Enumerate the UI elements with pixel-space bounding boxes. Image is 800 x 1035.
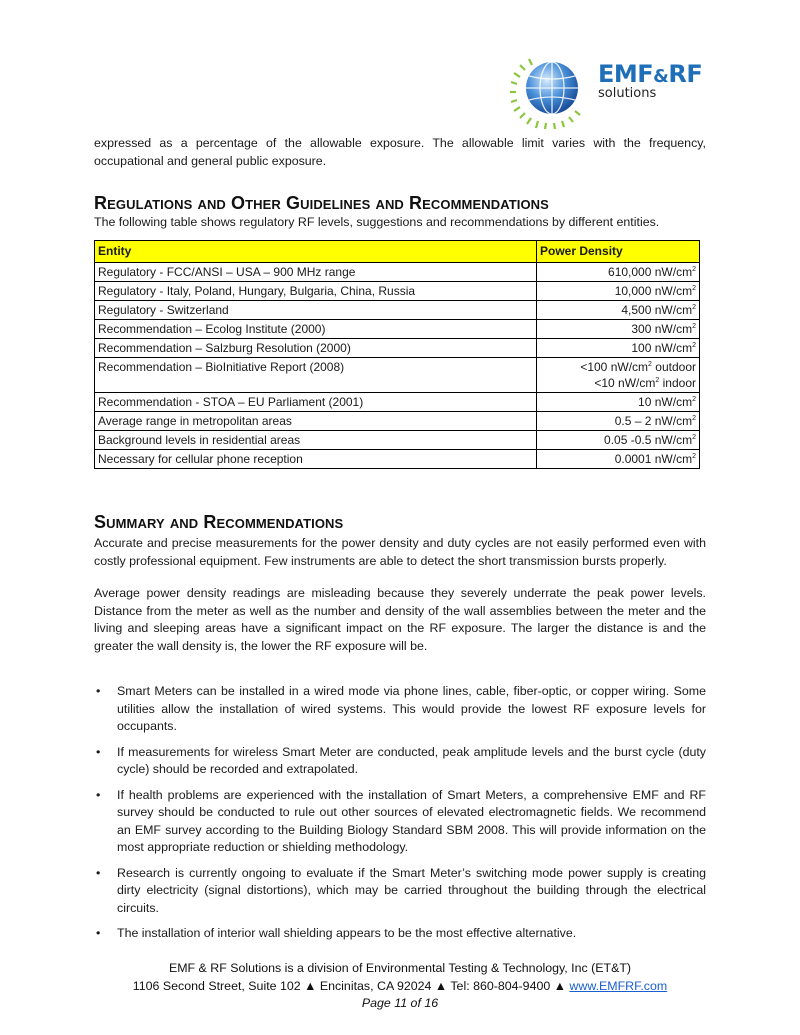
summary-body: [94, 535, 706, 655]
value-text: 100: [631, 341, 652, 355]
footer-city: Encinitas, CA 92024: [319, 978, 432, 993]
entity-cell: Regulatory - Switzerland: [95, 301, 537, 320]
table-row: [95, 263, 700, 282]
list-item-text: Smart Meters can be installed in a wired mode via phone lines, cable, fiber-optic, or copper wiring. Some utilities allow the installation of wired systems. This would provide the lowest RF exposure levels for occupants.: [117, 684, 706, 733]
superscript: 2: [692, 342, 696, 349]
entity-cell: Necessary for cellular phone reception: [95, 450, 537, 469]
value-text: outdoor: [651, 360, 696, 374]
power-density-cell: [537, 393, 700, 412]
table-row: [95, 320, 700, 339]
entity-cell: Background levels in residential areas: [95, 431, 537, 450]
triangle-icon: ▲: [553, 978, 566, 993]
logo-subtitle: solutions: [598, 86, 657, 101]
column-header-power-density: Power Density: [537, 241, 700, 263]
value-text: <100: [580, 360, 608, 374]
summary-paragraph: Average power density readings are misleading because they severely underrate the peak power levels. Distance from the meter as well as the number and density of the wall assemblies between the meter and the living and sleeping areas have a significant impact on the RF exposure. The larger the distance is and the greater the wall density is, the lower the RF exposure will be.: [94, 586, 706, 653]
bullet-icon: •: [96, 744, 101, 759]
value-text: 0.0001: [614, 452, 652, 466]
power-density-cell: [537, 320, 700, 339]
logo-brand: EMF&RF: [598, 60, 703, 88]
value-text: nW/cm: [654, 433, 693, 447]
superscript: 2: [692, 285, 696, 292]
triangle-icon: ▲: [434, 978, 448, 993]
list-item: [94, 744, 706, 779]
list-item: [94, 925, 706, 943]
bullet-icon: •: [96, 787, 101, 802]
superscript: 2: [692, 323, 696, 330]
footer-address: 1106 Second Street, Suite 102: [132, 978, 301, 993]
intro-text: expressed as a percentage of the allowable exposure. The allowable limit varies with the frequency, occupational and general public exposure.: [94, 136, 706, 168]
column-header-entity: Entity: [95, 241, 537, 263]
footer-phone: Tel: 860-804-9400: [450, 978, 551, 993]
value-text: indoor: [659, 376, 696, 390]
table-row: [95, 282, 700, 301]
bullet-icon: •: [96, 926, 101, 940]
regulations-subtitle: The following table shows regulatory RF levels, suggestions and recommendations by different entities.: [94, 215, 660, 229]
summary-paragraph: Accurate and precise measurements for the power density and duty cycles are not easily performed even with costly professional equipment. Few instruments are able to detect the short transmission bursts properly.: [94, 536, 706, 568]
superscript: 2: [692, 434, 696, 441]
list-item: [94, 865, 706, 918]
table-row: [95, 301, 700, 320]
value-text: nW/cm: [654, 284, 693, 298]
superscript: 2: [655, 377, 660, 384]
power-density-cell: [537, 282, 700, 301]
superscript: 2: [692, 266, 696, 273]
power-density-cell: [537, 263, 700, 282]
entity-cell: Recommendation – Ecolog Institute (2000): [95, 320, 537, 339]
intro-paragraph: [94, 135, 706, 170]
table-row: [95, 393, 700, 412]
power-density-cell: [537, 450, 700, 469]
value-text: 610,000: [608, 265, 652, 279]
entity-cell: Recommendation - STOA – EU Parliament (2001): [95, 393, 537, 412]
list-item: [94, 787, 706, 857]
value-text: 10,000: [614, 284, 652, 298]
value-text: nW/cm: [654, 414, 693, 428]
superscript: 2: [692, 396, 696, 403]
power-density-cell: [537, 339, 700, 358]
website-link[interactable]: www.EMFRF.com: [569, 978, 668, 993]
entity-cell: Recommendation – BioInitiative Report (2008): [95, 358, 537, 393]
entity-cell: Recommendation – Salzburg Resolution (2000): [95, 339, 537, 358]
superscript: 2: [692, 453, 696, 460]
bullet-icon: •: [96, 684, 101, 698]
regulations-heading: Regulations and Other Guidelines and Recommendations: [94, 193, 549, 213]
value-text: nW/cm: [654, 341, 693, 355]
power-density-cell: [537, 412, 700, 431]
page-number: Page 11 of 16: [361, 996, 439, 1010]
superscript: 2: [648, 361, 652, 368]
triangle-icon: ▲: [304, 978, 317, 993]
value-text: <10: [594, 376, 615, 390]
list-item: [94, 683, 706, 736]
value-text: 0.5 – 2: [614, 414, 652, 428]
list-item-text: The installation of interior wall shielding appears to be the most effective alternative.: [117, 926, 577, 940]
table-row: [95, 431, 700, 450]
list-item-text: If measurements for wireless Smart Meter are conducted, peak amplitude levels and the burst cycle (duty cycle) should be recorded and extrapolated.: [117, 744, 706, 776]
value-text: nW/cm: [618, 376, 656, 390]
table-row: [95, 339, 700, 358]
value-text: nW/cm: [654, 395, 693, 409]
power-density-cell: [537, 358, 700, 393]
superscript: 2: [692, 415, 696, 422]
value-text: nW/cm: [654, 265, 693, 279]
company-logo: [508, 50, 708, 130]
table-row: [95, 412, 700, 431]
entity-cell: Regulatory - Italy, Poland, Hungary, Bulgaria, China, Russia: [95, 282, 537, 301]
value-text: nW/cm: [654, 322, 693, 336]
footer-contact-line: [0, 978, 800, 996]
value-text: nW/cm: [654, 303, 693, 317]
superscript: 2: [692, 304, 696, 311]
power-density-cell: [537, 301, 700, 320]
table-row: [95, 358, 700, 393]
bullet-icon: •: [96, 865, 101, 880]
value-text: 10: [638, 395, 652, 409]
table-row: [95, 450, 700, 469]
value-text: 4,500: [621, 303, 652, 317]
value-text: nW/cm: [654, 452, 693, 466]
value-text: nW/cm: [610, 360, 649, 374]
recommendation-list: [94, 683, 706, 951]
table-header-row: [95, 241, 700, 263]
summary-heading: Summary and Recommendations: [94, 512, 344, 532]
value-text: 300: [631, 322, 652, 336]
value-text: 0.05 -0.5: [604, 433, 652, 447]
power-density-cell: [537, 431, 700, 450]
list-item-text: Research is currently ongoing to evaluate if the Smart Meter’s switching mode power supply is creating dirty electricity (signal distortions), which may be carried throughout the building through the electrical circuits.: [117, 865, 706, 915]
list-item-text: If health problems are experienced with the installation of Smart Meters, a comprehensive EMF and RF survey should be conducted to rule out other sources of elevated electromagnetic fields. We recommend an EMF survey according to the Building Biology Standard SBM 2008. This will provide information on the most appropriate reduction or shielding methodology.: [117, 787, 706, 854]
entity-cell: Regulatory - FCC/ANSI – USA – 900 MHz range: [95, 263, 537, 282]
page-footer: [0, 960, 800, 1013]
rf-levels-table: [94, 240, 700, 469]
entity-cell: Average range in metropolitan areas: [95, 412, 537, 431]
footer-company-line: EMF & RF Solutions is a division of Environmental Testing & Technology, Inc (ET&T): [168, 961, 632, 975]
globe-icon: [508, 50, 608, 130]
